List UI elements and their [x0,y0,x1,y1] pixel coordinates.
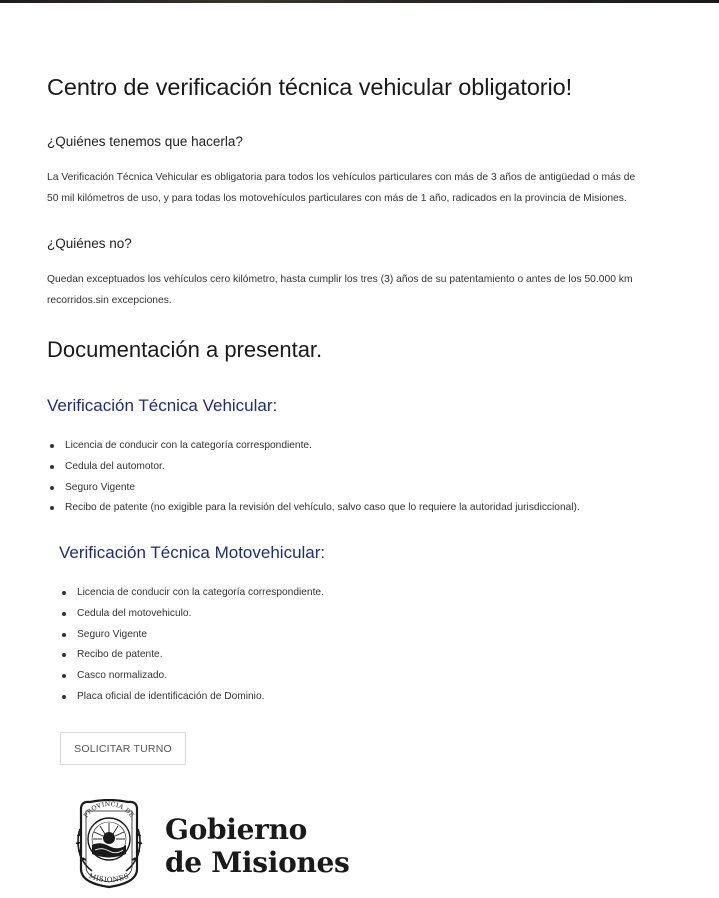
list-item: Cedula del motovehiculo. [60,604,680,625]
faq-question-who-not: ¿Quiénes no? [47,236,132,251]
top-image-strip [0,0,719,3]
page-title: Centro de verificación técnica vehicular obligatorio! [47,74,573,100]
faq-question-who-must: ¿Quiénes tenemos que hacerla? [47,134,243,149]
provincial-seal-icon [72,799,146,889]
list-item: Licencia de conducir con la categoría correspondiente. [48,436,688,457]
motovehicular-doc-list [60,583,680,708]
motovehicular-title: Verificación Técnica Motovehicular: [59,543,326,562]
list-item: Cedula del automotor. [48,457,688,478]
bullet-icon [62,653,66,657]
faq-answer-line: Quedan exceptuados los vehículos cero kilómetro, hasta cumplir los tres (3) años de su patentamiento o antes de los 50.000 km [47,274,633,285]
solicitar-turno-button[interactable]: SOLICITAR TURNO [60,732,186,765]
bullet-icon [62,695,66,699]
list-item: Recibo de patente (no exigible para la revisión del vehículo, salvo caso que lo requiere la autoridad jurisdiccional). [48,498,688,519]
faq-answer-who-must [47,167,677,209]
list-item: Placa oficial de identificación de Dominio. [60,687,680,708]
documentation-title: Documentación a presentar. [47,337,323,362]
bullet-icon [62,591,66,595]
gobierno-misiones-logo [165,813,349,879]
faq-answer-line: 50 mil kilómetros de uso, y para todas los motovehículos particulares con más de 1 año, radicados en la provincia de Misiones. [47,193,627,204]
bullet-icon [50,506,54,510]
list-item: Licencia de conducir con la categoría correspondiente. [60,583,680,604]
faq-answer-line: La Verificación Técnica Vehicular es obligatoria para todos los vehículos particulares con más de 3 años de antigüedad o más de [47,172,636,183]
bullet-icon [62,612,66,616]
faq-answer-who-not [47,269,677,311]
list-item: Seguro Vigente [48,478,688,499]
svg-text:PROVINCIA DE: PROVINCIA DE [82,800,136,820]
faq-answer-line: recorridos.sin excepciones. [47,295,172,306]
bullet-icon [50,486,54,490]
svg-text:MISIONES: MISIONES [87,871,131,885]
logo-line-1: Gobierno [165,813,308,846]
list-item: Recibo de patente. [60,645,680,666]
list-item: Seguro Vigente [60,625,680,646]
bullet-icon [50,444,54,448]
bullet-icon [62,633,66,637]
logo-line-2: de Misiones [165,846,350,879]
vehicular-title: Verificación Técnica Vehicular: [47,396,278,415]
bullet-icon [50,465,54,469]
vehicular-doc-list [48,436,688,519]
list-item: Casco normalizado. [60,666,680,687]
bullet-icon [62,674,66,678]
